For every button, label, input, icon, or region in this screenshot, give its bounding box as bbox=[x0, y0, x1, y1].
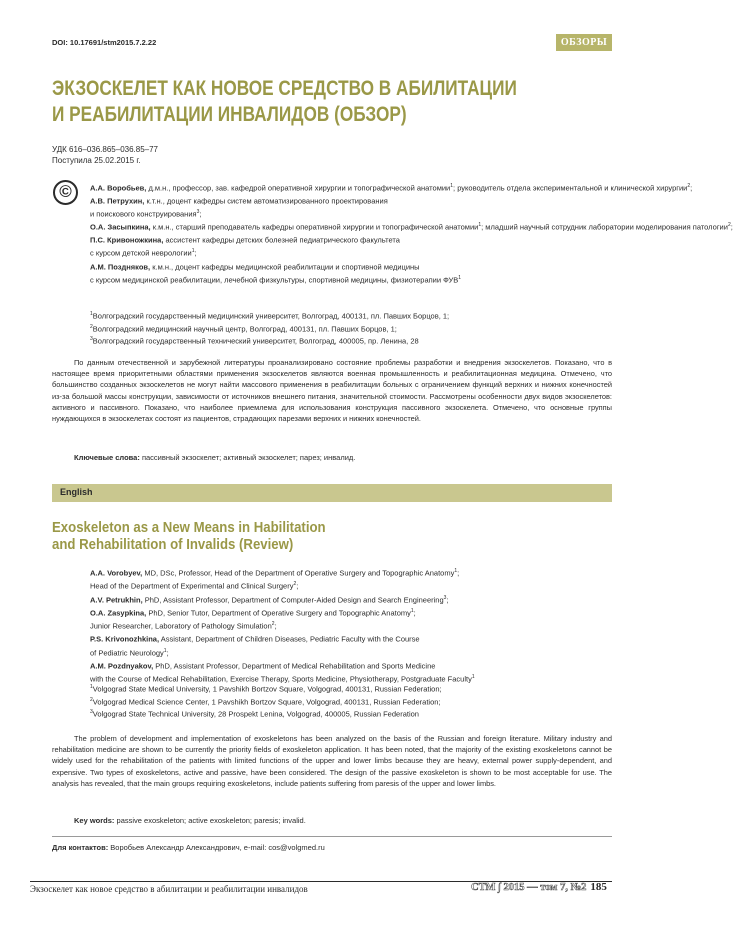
affiliations-ru bbox=[90, 309, 449, 347]
affiliation-item: $^1$Волгоградский государственный медицинский университет, Волгоград, 400131, пл. Павших Борцов, 1; bbox=[90, 311, 450, 321]
keywords-en: Key words: passive exoskeleton; active exoskeleton; paresis; invalid. bbox=[74, 816, 306, 825]
title-en-line1: Exoskeleton as a New Means in Habilitation bbox=[52, 519, 326, 536]
contact-info: Для контактов: Воробьев Александр Александрович, e-mail: cos@volgmed.ru bbox=[52, 843, 325, 852]
abstract-en: The problem of development and implementation of exoskeletons has been analyzed on the basis of the Russian and foreign literature. Military industry and rehabilitation medicine are shown to be currently the priority fields of exoskeleton application. It has been noted, that the majority of the existing exoskeletons cannot be widely used for the rehabilitation of the patients with limited functions of the upper and lower limbs because they are heavy, external power supply-dependent, and expensive. Two types of exoskeletons, active and passive, have been considered. The design of the passive exoskeleton is shown to be most acceptable for use. The analysis has revealed, that the main groups requiring exoskeletons, include patients suffering from paresis of the upper and lower limbs. bbox=[52, 734, 612, 788]
affiliations-en bbox=[90, 682, 442, 720]
title-ru-line1: ЭКЗОСКЕЛЕТ КАК НОВОЕ СРЕДСТВО В АБИЛИТАЦИИ bbox=[52, 77, 517, 100]
author-line: A.M. Pozdnyakov, PhD, Assistant Professor, Department of Medical Rehabilitation and Sports Medicine with the Course of Medical Rehabilitation, Exercise Therapy, Sports Medicine, Physiotherapy, Postgraduate Faculty$^1$ bbox=[90, 661, 475, 684]
journal-name: СТМ ∫ 2015 — том 7, №2 bbox=[471, 882, 587, 893]
author-line: P.S. Krivonozhkina, Assistant, Department of Children Diseases, Pediatric Faculty with the Course of Pediatric Neurology$^1$; bbox=[90, 634, 420, 658]
article-title-en bbox=[52, 519, 326, 553]
author-line: П.С. Кривоножкина, ассистент кафедры детских болезней педиатрического факультета с курсом детской неврологии$^1$; bbox=[90, 235, 400, 258]
affiliation-item: $^3$Volgograd State Technical University, 28 Prospekt Lenina, Volgograd, 400005, Russian Federation bbox=[90, 709, 419, 719]
author-line: А.В. Петрухин, к.т.н., доцент кафедры систем автоматизированного проектирования и поискового конструирования$^3$; bbox=[90, 196, 388, 219]
title-en-line2: and Rehabilitation of Invalids (Review) bbox=[52, 536, 294, 553]
author-line: А.А. Воробьев, д.м.н., профессор, зав. кафедрой оперативной хирургии и топографической анатомии$^1$; руководитель отдела экспериментальной и клинической хирургии$^2$; bbox=[90, 183, 693, 193]
affiliation-item: $^3$Волгоградский государственный технический университет, Волгоград, 400005, пр. Ленина, 28 bbox=[90, 336, 419, 346]
author-line: O.A. Zasypkina, PhD, Senior Tutor, Department of Operative Surgery and Topographic Anatomy$^1$; Junior Researcher, Laboratory of Pathology Simulation$^2$; bbox=[90, 607, 416, 631]
authors-en bbox=[90, 566, 475, 686]
language-label: English bbox=[60, 487, 93, 497]
udc-code: УДК 616–036.865–036.85–77 bbox=[52, 145, 159, 154]
article-meta bbox=[52, 144, 158, 166]
author-line: A.A. Vorobyev, MD, DSc, Professor, Head of the Department of Operative Surgery and Topographic Anatomy$^1$; Head of the Department of Experimental and Clinical Surgery$^2$; bbox=[90, 568, 460, 591]
running-title: Экзоскелет как новое средство в абилитации и реабилитации инвалидов bbox=[30, 884, 308, 894]
keywords-ru: Ключевые слова: пассивный экзоскелет; активный экзоскелет; парез; инвалид. bbox=[74, 453, 356, 462]
author-line: А.М. Поздняков, к.м.н., доцент кафедры медицинской реабилитации и спортивной медицины с курсом медицинской реабилитации, лечебной физкультуры, спортивной медицины, физиотерапии ФУВ$^1$ bbox=[90, 262, 462, 285]
article-title-ru bbox=[52, 76, 517, 128]
affiliation-item: $^2$Волгоградский медицинский научный центр, Волгоград, 400131, пл. Павших Борцов, 1; bbox=[90, 323, 397, 333]
affiliation-item: $^2$Volgograd Medical Science Center, 1 Pavshikh Bortzov Square, Volgograd, 400131, Russian Federation; bbox=[90, 696, 441, 707]
section-badge: ОБЗОРЫ bbox=[556, 34, 612, 51]
divider bbox=[52, 836, 612, 837]
title-ru-line2: И РЕАБИЛИТАЦИИ ИНВАЛИДОВ (ОБЗОР) bbox=[52, 103, 407, 126]
page-number: 185 bbox=[590, 881, 607, 893]
copyright-icon: © bbox=[53, 180, 78, 205]
author-line: О.А. Засыпкина, к.м.н., старший преподаватель кафедры оперативной хирургии и топографической анатомии$^1$; младший научный сотрудник лаборатории моделирования патологии$^2$; bbox=[90, 222, 733, 232]
journal-footer bbox=[471, 881, 607, 893]
authors-ru bbox=[90, 181, 733, 286]
affiliation-item: $^1$Volgograd State Medical University, 1 Pavshikh Bortzov Square, Volgograd, 400131, Russian Federation; bbox=[90, 684, 442, 694]
received-date: Поступила 25.02.2015 г. bbox=[52, 156, 141, 165]
language-bar bbox=[52, 484, 612, 502]
author-line: A.V. Petrukhin, PhD, Assistant Professor, Department of Computer-Aided Design and Search Engineering$^3$; bbox=[90, 594, 449, 605]
doi-line: DOI: 10.17691/stm2015.7.2.22 bbox=[52, 38, 157, 47]
abstract-ru: По данным отечественной и зарубежной литературы проанализировано состояние проблемы разработки и внедрения экзоскелетов. Показано, что в настоящее время приоритетными областями применения экзоскелетов являются военная промышленность и реабилитационная медицина. Отмечено, что большинство созданных экзоскелетов не могут найти массового применения в реабилитации больных с ограничением функций верхних и нижних конечностей из-за большой массы конструкции, зависимости от источников внешнего питания, значительной стоимости. Рассмотрены особенности двух видов экзоскелетов: активного и пассивного. Показано, что наиболее приемлема для использования конструкция пассивного экзоскелета. Отмечено, что основные группы нуждающихся в экзоскелетах состоят из пациентов, страдающих парезами верхних и нижних конечностей. bbox=[52, 358, 612, 424]
